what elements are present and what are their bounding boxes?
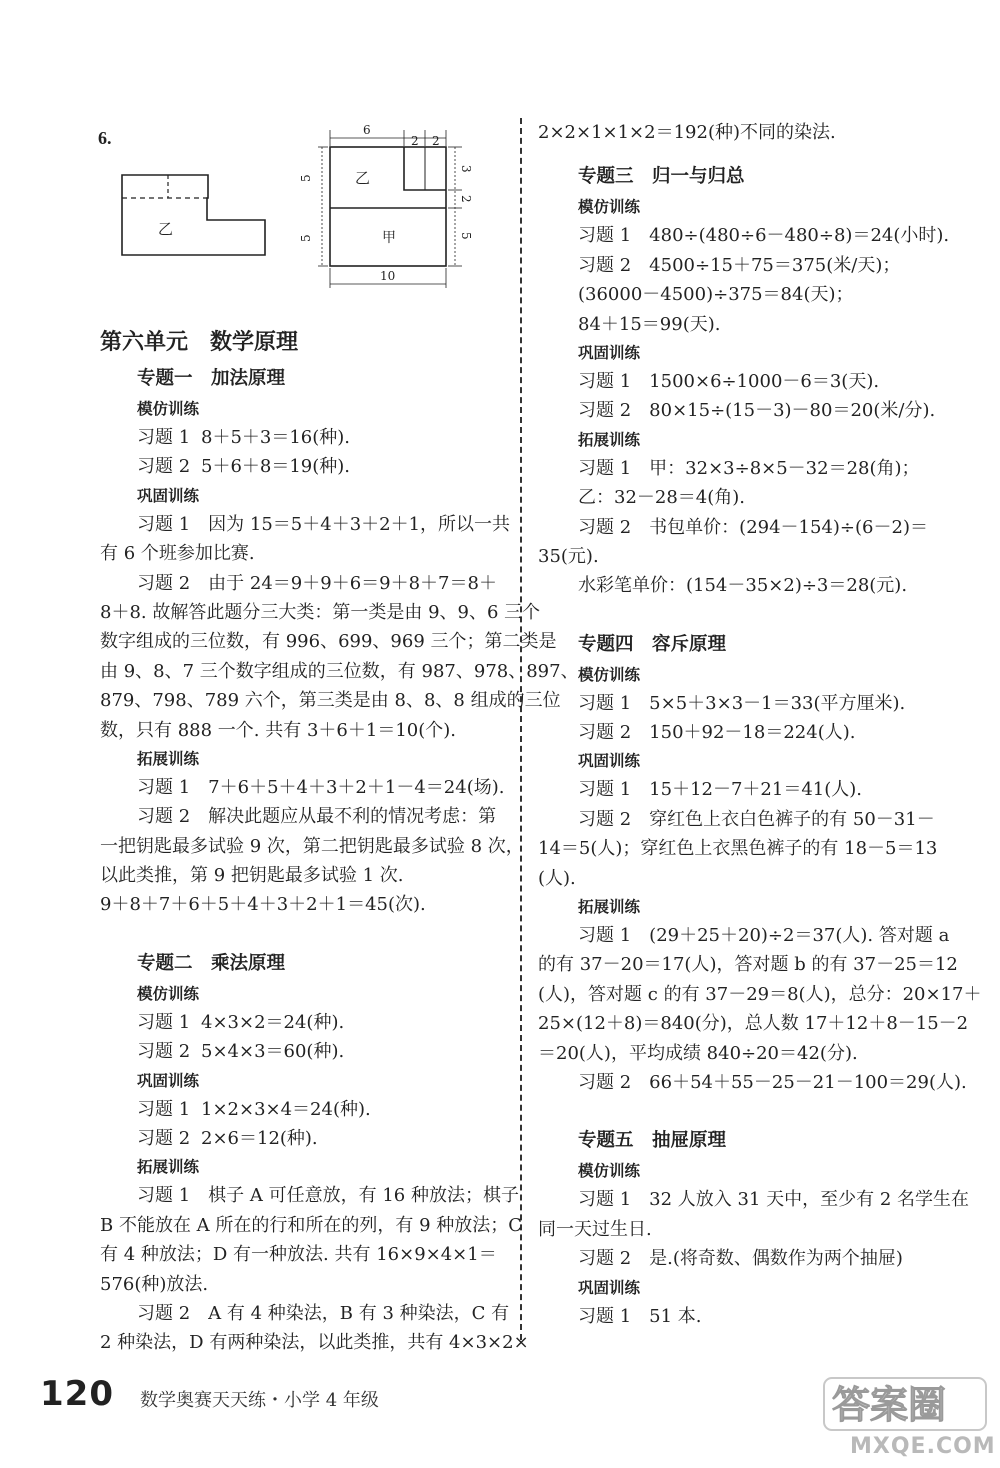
answer-line: (36000－4500)÷375＝84(天)； <box>578 284 854 306</box>
answer-line: 习题 1 15＋12－7＋21＝41(人). <box>578 779 863 801</box>
dim-right-upper: 3 <box>459 165 473 173</box>
answer-line: (人). <box>538 867 576 889</box>
right-column <box>538 118 982 1331</box>
answer-line: 习题 2 4500÷15＋75＝375(米/天)； <box>578 254 901 276</box>
answer-line: 习题 1 32 人放入 31 天中，至少有 2 名学生在 <box>578 1189 970 1211</box>
answer-line: 习题 2 解决此题应从最不利的情况考虑：第 <box>137 806 497 828</box>
answer-text: 5＋6＋8＝19(种). <box>201 456 351 478</box>
answer-line: 576(种)放法. <box>100 1273 209 1295</box>
answer-line <box>100 1008 500 1037</box>
dim-right-mid: 2 <box>459 195 473 203</box>
answer-text: 5×4×3＝60(种). <box>201 1041 345 1063</box>
answer-text: 1×2×3×4＝24(种). <box>201 1098 371 1120</box>
page-number: 120 <box>40 1374 114 1414</box>
answer-line: 数，只有 888 一个. 共有 3＋6＋1＝10(个). <box>100 719 456 741</box>
answer-line: ＝20(人)，平均成绩 840÷20＝42(分). <box>538 1042 858 1064</box>
dim-top-small1: 2 <box>411 134 419 148</box>
answer-line <box>100 1095 500 1124</box>
answer-line: 有 4 种放法；D 有一种放法. 共有 16×9×4×1＝ <box>100 1244 497 1266</box>
dim-right-lower: 5 <box>459 232 473 240</box>
answer-line: 习题 1 5×5＋3×3－1＝33(平方厘米). <box>578 692 906 714</box>
right-top-label: 乙 <box>355 169 371 187</box>
answer-line: 一把钥匙最多试验 9 次，第二把钥匙最多试验 8 次， <box>100 835 524 857</box>
question-label: 习题 1 <box>137 427 191 448</box>
answer-line: 习题 2 由于 24＝9＋9＋6＝9＋8＋7＝8＋ <box>137 572 497 594</box>
section-title: 专题五 抽屉原理 <box>578 1130 727 1152</box>
subsection-title: 拓展训练 <box>578 430 641 449</box>
answer-line: 习题 2 是.(将奇数、偶数作为两个抽屉) <box>578 1248 903 1270</box>
answer-line: 2 种染法，D 有两种染法，以此类推，共有 4×3×2× <box>100 1332 529 1354</box>
subsection-title: 模仿训练 <box>578 198 641 217</box>
answer-line: 乙：32－28＝4(角). <box>578 487 746 509</box>
answer-line: 25×(12＋8)＝840(分)，总人数 17＋12＋8－15－2 <box>538 1013 969 1035</box>
answer-line: 8＋8. 故解答此题分三大类：第一类是由 9、9、6 三个 <box>100 601 541 623</box>
right-rectangle <box>299 123 473 288</box>
answer-line: 的有 37－20＝17(人)，答对题 b 的有 37－25＝12 <box>538 954 958 976</box>
answer-line: 习题 1 甲：32×3÷8×5－32＝28(角)； <box>578 457 920 479</box>
problem-6-figure <box>110 120 480 300</box>
subsection-title: 模仿训练 <box>578 1162 641 1181</box>
subsection-title: 模仿训练 <box>578 665 641 684</box>
dim-bottom: 10 <box>380 269 396 283</box>
answer-line: 习题 2 66＋54＋55－25－21－100＝29(人). <box>578 1071 967 1093</box>
answer-text: 4×3×2＝24(种). <box>201 1011 345 1033</box>
answer-line: 9＋8＋7＋6＋5＋4＋3＋2＋1＝45(次). <box>100 894 426 916</box>
answer-line: 14＝5(人)；穿红色上衣黑色裤子的有 18－5＝13 <box>538 838 938 860</box>
answer-line <box>100 1124 500 1153</box>
unit-title: 第六单元 数学原理 <box>100 330 299 355</box>
question-label: 习题 2 <box>137 1128 191 1150</box>
answer-text: 8＋5＋3＝16(种). <box>201 427 351 448</box>
left-l-shape <box>122 175 265 255</box>
subsection-title: 拓展训练 <box>137 749 200 768</box>
answer-line: 由 9、8、7 三个数字组成的三位数，有 987、978、897、 <box>100 660 579 682</box>
subsection-title: 巩固训练 <box>137 1071 200 1090</box>
watermark-glyphs: 答案圈 <box>832 1382 947 1427</box>
answer-line <box>100 452 500 481</box>
right-bottom-label: 甲 <box>382 230 396 246</box>
answer-line: 水彩笔单价：(154－35×2)÷3＝28(元). <box>578 575 908 597</box>
dim-top-width: 6 <box>363 123 371 137</box>
answer-line: 879、798、789 六个，第三类是由 8、8、8 组成的三位 <box>100 690 561 712</box>
answer-line <box>100 1037 500 1066</box>
page-footer <box>40 1374 640 1434</box>
subsection-title: 拓展训练 <box>137 1158 200 1177</box>
answer-line: 习题 1 51 本. <box>578 1305 702 1327</box>
answer-line: 数字组成的三位数，有 996、699、969 三个；第二类是 <box>100 631 557 653</box>
answer-line: 习题 2 穿红色上衣白色裤子的有 50－31－ <box>578 808 935 830</box>
subsection-title: 巩固训练 <box>578 1278 641 1297</box>
answer-line: 习题 1 480÷(480÷6－480÷8)＝24(小时). <box>578 225 950 247</box>
answer-line: 习题 1 (29＋25＋20)÷2＝37(人). 答对题 a <box>578 925 950 947</box>
answer-line: 习题 1 棋子 A 可任意放，有 16 种放法；棋子 <box>137 1185 519 1207</box>
answer-line: 习题 1 7＋6＋5＋4＋3＋2＋1－4＝24(场). <box>137 776 505 798</box>
answer-line: B 不能放在 A 所在的行和所在的列，有 9 种放法；C <box>100 1214 523 1236</box>
answer-line: 84＋15＝99(天). <box>578 313 721 335</box>
column-divider <box>520 118 522 1340</box>
subsection-title: 拓展训练 <box>578 898 641 917</box>
answer-line: 习题 2 80×15÷(15－3)－80＝20(米/分). <box>578 400 936 422</box>
watermark-url: MXQE.COM <box>850 1434 996 1459</box>
answer-line: 有 6 个班参加比赛. <box>100 543 255 565</box>
question-label: 习题 2 <box>137 456 191 478</box>
answer-line: 35(元). <box>538 545 599 567</box>
subsection-title: 巩固训练 <box>578 343 641 362</box>
answer-text: 2×6＝12(种). <box>201 1128 318 1150</box>
question-label: 习题 2 <box>137 1041 191 1063</box>
problem-6-label: 6. <box>98 128 112 148</box>
answer-line: 习题 2 A 有 4 种染法，B 有 3 种染法，C 有 <box>137 1302 510 1324</box>
subsection-title: 巩固训练 <box>137 486 200 505</box>
answer-line: 2×2×1×1×2＝192(种)不同的染法. <box>538 122 836 143</box>
dim-top-small2: 2 <box>432 134 440 148</box>
dim-left-upper: 5 <box>299 174 313 182</box>
section-title: 专题三 归一与归总 <box>578 166 745 188</box>
section-title: 专题二 乘法原理 <box>137 952 286 974</box>
answer-line: 同一天过生日. <box>538 1218 652 1240</box>
left-shape-label: 乙 <box>158 220 174 238</box>
question-label: 习题 1 <box>137 1011 191 1033</box>
dim-left-lower: 5 <box>299 234 313 242</box>
book-title: 数学奥赛天天练・小学 4 年级 <box>140 1390 379 1411</box>
subsection-title: 巩固训练 <box>578 752 641 771</box>
question-label: 习题 1 <box>137 1098 191 1120</box>
answer-line: 习题 2 书包单价：(294－154)÷(6－2)＝ <box>578 516 928 538</box>
answer-line <box>100 423 500 452</box>
answer-line: 习题 1 因为 15＝5＋4＋3＋2＋1，所以一共 <box>137 513 511 535</box>
section-title: 专题四 容斥原理 <box>578 633 727 655</box>
answer-line: (人)，答对题 c 的有 37－29＝8(人)，总分：20×17＋ <box>538 983 982 1005</box>
answer-line: 习题 2 150＋92－18＝224(人). <box>578 722 856 744</box>
answer-line: 以此类推，第 9 把钥匙最多试验 1 次. <box>100 865 404 887</box>
section-title: 专题一 加法原理 <box>137 368 286 389</box>
answer-line: 习题 1 1500×6÷1000－6＝3(天). <box>578 370 880 392</box>
subsection-title: 模仿训练 <box>137 400 200 418</box>
subsection-title: 模仿训练 <box>137 984 200 1003</box>
